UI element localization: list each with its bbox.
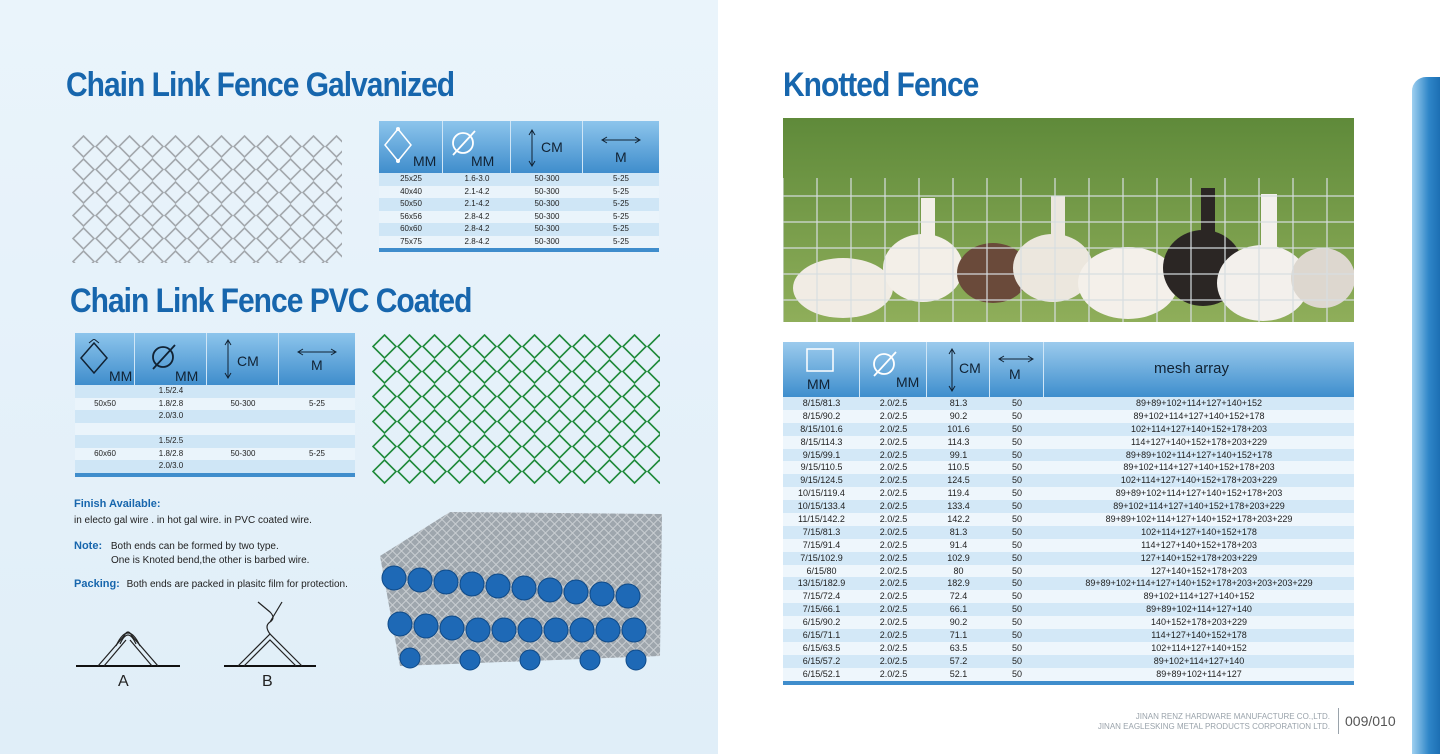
knotted-row-cell: 13/15/182.9 (797, 578, 846, 589)
knotted-row (783, 500, 1354, 513)
knotted-row-cell: 2.0/2.5 (879, 655, 908, 666)
knotted-table-footer-bar (783, 681, 1354, 685)
diameter-header-cell (443, 121, 511, 173)
galvanized-table-body (379, 173, 659, 248)
knotted-row-cell: 2.0/2.5 (879, 617, 908, 628)
pvc-row-cell: 1.5/2.5 (158, 436, 184, 445)
knotted-row-cell: 11/15/142.2 (798, 514, 845, 525)
knotted-row-cell: 50 (1011, 630, 1022, 641)
knotted-row-cell: 6/15/63.5 (802, 642, 841, 653)
pvc-row-cell (75, 423, 135, 436)
knotted-row-cell: 89+102+114+127+140 (1153, 655, 1245, 666)
note-section (74, 540, 309, 566)
knotted-row-cell: 89+89+102+114+127+140 (1146, 604, 1252, 615)
galvanized-row-cell: 50-300 (534, 236, 560, 246)
pvc-height-header-cell (207, 333, 279, 385)
pvc-mesh-header-label: MM (109, 368, 133, 384)
galvanized-row-cell: 25x25 (400, 174, 422, 183)
knotted-row-cell: 80 (953, 565, 964, 576)
pvc-row-cell: 1.8/2.8 (158, 448, 184, 458)
knotted-row-cell: 2.0/2.5 (879, 423, 908, 434)
knotted-row-cell: 90.2 (949, 410, 968, 421)
knotted-height-header-label: CM (959, 360, 981, 376)
pvc-row-cell (75, 435, 135, 448)
knotted-row-cell: 102+114+127+140+152 (1151, 642, 1247, 653)
pvc-row-cell (75, 385, 135, 398)
pvc-row-cell: 60x60 (94, 448, 116, 458)
knotted-row-cell: 2.0/2.5 (879, 410, 908, 421)
knotted-row-cell: 102+114+127+140+152+178+203+229 (1120, 475, 1278, 486)
knotted-row-cell: 127+140+152+178+203 (1150, 565, 1248, 576)
knotted-row-cell: 8/15/90.2 (802, 410, 841, 421)
knotted-row-cell: 8/15/81.3 (802, 398, 841, 408)
galvanized-row (379, 236, 659, 249)
pvc-table-footer-bar (75, 473, 355, 477)
length-arrow-icon (601, 135, 641, 145)
length-header-label: M (615, 149, 627, 165)
pvc-row-cell (75, 410, 135, 423)
knotted-row-cell: 50 (1011, 449, 1022, 460)
knotted-row-cell: 2.0/2.5 (879, 642, 908, 653)
knotted-diameter-header-label: MM (896, 374, 920, 390)
knotted-row-cell: 50 (1011, 552, 1022, 563)
knotted-row-cell: 2.0/2.5 (879, 488, 908, 499)
pvc-diameter-header-label: MM (175, 368, 199, 384)
knotted-row (783, 449, 1354, 462)
knotted-row (783, 577, 1354, 590)
pvc-row-cell (279, 410, 355, 423)
knotted-row (783, 655, 1354, 668)
knotted-spec-table (783, 342, 1354, 685)
knotted-row-cell: 124.5 (947, 475, 970, 486)
knotted-row-cell: 2.0/2.5 (879, 449, 908, 460)
knotted-row-cell: 63.5 (949, 642, 968, 653)
knotted-row-cell: 89+102+114+127+140+152+178+203 (1123, 462, 1275, 473)
knotted-row-cell: 2.0/2.5 (879, 526, 908, 537)
knotted-row-cell: 2.0/2.5 (879, 604, 908, 615)
knotted-row-cell: 72.4 (949, 591, 968, 602)
knotted-row-cell: 91.4 (949, 539, 968, 550)
galvanized-row (379, 186, 659, 199)
knotted-row-cell: 66.1 (949, 604, 968, 615)
knotted-row-cell: 133.4 (947, 501, 970, 512)
pvc-row-cell (135, 423, 207, 436)
knotted-row-cell: 89+102+114+127+140+152 (1143, 591, 1255, 602)
finish-text: in electo gal wire . in hot gal wire. in PVC coated wire. (74, 515, 312, 526)
knotted-row-cell: 7/15/66.1 (802, 604, 841, 615)
knotted-row (783, 668, 1354, 681)
mesh-header-label: MM (413, 153, 437, 169)
packing-label: Packing: (74, 578, 120, 590)
galvanized-row-cell: 2.1-4.2 (464, 186, 490, 196)
knoted-bend-diagram (76, 620, 180, 668)
galvanized-row-cell: 50-300 (534, 224, 560, 233)
barbed-wire-diagram (224, 600, 316, 668)
knotted-row-cell: 6/15/90.2 (802, 617, 841, 628)
knotted-row-cell: 50 (1011, 655, 1022, 666)
knotted-row-cell: 9/15/110.5 (800, 462, 843, 473)
knotted-row-cell: 8/15/101.6 (800, 423, 843, 434)
pvc-row-cell: 5-25 (308, 448, 325, 458)
page-number: 009/010 (1338, 708, 1396, 734)
knotted-row-cell: 114.3 (947, 436, 970, 447)
knotted-row-cell: 50 (1011, 604, 1022, 615)
packing-text: Both ends are packed in plasitc film for protection. (126, 579, 348, 590)
galvanized-row (379, 223, 659, 236)
pvc-row-cell: 50-300 (230, 398, 256, 408)
mesh-array-header-cell (1044, 342, 1354, 397)
knotted-row-cell: 89+102+114+127+140+152+178 (1133, 410, 1265, 421)
galvanized-row (379, 211, 659, 224)
pvc-length-header-cell (279, 333, 355, 385)
diameter-header-label: MM (471, 153, 495, 169)
knotted-row-cell: 50 (1011, 398, 1022, 408)
mesh-array-header-label: mesh array (1154, 360, 1230, 377)
knotted-mesh-header-cell (783, 342, 860, 397)
galvanized-row-cell: 5-25 (612, 199, 629, 208)
galvanized-row-cell: 2.8-4.2 (464, 211, 490, 221)
knotted-row-cell: 50 (1011, 526, 1022, 537)
galvanized-spec-table (379, 121, 659, 252)
note-label: Note: (74, 540, 103, 552)
knotted-row (783, 474, 1354, 487)
finish-label: Finish Available: (74, 498, 161, 510)
knotted-row-cell: 2.0/2.5 (879, 591, 908, 602)
height-arrow-icon (947, 348, 957, 392)
pvc-row-cell (279, 460, 355, 473)
knotted-row-cell: 52.1 (949, 668, 968, 679)
galvanized-row-cell: 40x40 (400, 186, 422, 196)
knotted-row-cell: 9/15/124.5 (800, 475, 843, 486)
pvc-row-cell (207, 460, 279, 473)
page-edge-tab (1412, 77, 1440, 754)
alpaca-field-photo (783, 118, 1354, 322)
galvanized-row-cell: 5-25 (612, 186, 629, 196)
knotted-row-cell: 182.9 (947, 578, 970, 589)
pvc-row (75, 448, 355, 461)
knotted-row-cell: 50 (1011, 514, 1022, 525)
knotted-row-cell: 50 (1011, 488, 1022, 499)
pvc-diameter-header-cell (135, 333, 207, 385)
knotted-row (783, 590, 1354, 603)
knotted-row-cell: 89+89+102+114+127+140+152 (1136, 398, 1262, 408)
knotted-row-cell: 2.0/2.5 (879, 514, 908, 525)
height-arrow-icon (527, 129, 537, 167)
mesh-opening-icon (79, 339, 109, 377)
pvc-row (75, 460, 355, 473)
knotted-length-header-cell (990, 342, 1044, 397)
fence-rolls-photo (370, 506, 666, 678)
knotted-row (783, 487, 1354, 500)
note-text-2: One is Knoted bend,the other is barbed wire. (111, 555, 310, 566)
knotted-row-cell: 2.0/2.5 (879, 578, 908, 589)
footer-company-1: JINAN RENZ HARDWARE MANUFACTURE CO.,LTD. (1135, 712, 1330, 721)
company-footer (1098, 712, 1330, 732)
knotted-row-cell: 89+102+114+127+140+152+178+203+229 (1113, 501, 1285, 512)
knotted-row-cell: 2.0/2.5 (879, 552, 908, 563)
height-header-label: CM (541, 139, 563, 155)
knotted-row-cell: 50 (1011, 617, 1022, 628)
knotted-row-cell: 57.2 (949, 655, 968, 666)
knotted-row-cell: 2.0/2.5 (879, 630, 908, 641)
pvc-row-cell (75, 460, 135, 473)
caption-b: B (262, 673, 273, 690)
pvc-row-cell (207, 385, 279, 398)
pvc-height-header-label: CM (237, 353, 259, 369)
knotted-row-cell: 114+127+140+152+178+203+229 (1131, 436, 1267, 447)
knotted-row (783, 397, 1354, 410)
galvanized-row-cell: 50-300 (534, 174, 560, 183)
knotted-row-cell: 7/15/91.4 (802, 539, 841, 550)
knotted-row-cell: 50 (1011, 423, 1022, 434)
knotted-row-cell: 6/15/57.2 (802, 655, 841, 666)
knotted-row (783, 565, 1354, 578)
height-header-cell (511, 121, 583, 173)
note-text-1: Both ends can be formed by two type. (110, 541, 279, 552)
pvc-title: Chain Link Fence PVC Coated (70, 282, 472, 320)
knotted-row-cell: 2.0/2.5 (879, 501, 908, 512)
knotted-height-header-cell (927, 342, 990, 397)
pvc-row-cell: 5-25 (308, 398, 325, 408)
knotted-row-cell: 142.2 (947, 514, 970, 525)
length-header-cell (583, 121, 659, 173)
pvc-row-cell: 1.5/2.4 (158, 386, 184, 395)
knotted-row-cell: 7/15/72.4 (802, 591, 841, 602)
knotted-row-cell: 10/15/133.4 (797, 501, 846, 512)
pvc-row-cell (279, 435, 355, 448)
knotted-row (783, 526, 1354, 539)
knotted-title: Knotted Fence (783, 66, 979, 104)
knotted-row-cell: 9/15/99.1 (802, 449, 841, 460)
knotted-row-cell: 102.9 (947, 552, 970, 563)
pvc-row (75, 410, 355, 423)
galvanized-row-cell: 56x56 (400, 211, 422, 221)
knotted-row-cell: 89+89+102+114+127+140+152+178 (1125, 449, 1273, 460)
knotted-row-cell: 102+114+127+140+152+178+203 (1131, 423, 1267, 434)
pvc-row-cell (207, 435, 279, 448)
galvanized-table-footer-bar (379, 248, 659, 252)
pvc-table-header (75, 333, 355, 385)
galvanized-table-header (379, 121, 659, 173)
knotted-row-cell: 8/15/114.3 (800, 436, 843, 447)
knotted-row-cell: 90.2 (949, 617, 968, 628)
pvc-row-cell: 2.0/3.0 (158, 411, 184, 420)
footer-company-2: JINAN EAGLESKING METAL PRODUCTS CORPORATION LTD. (1097, 722, 1330, 731)
knotted-row-cell: 89+89+102+114+127+140+152+178+203+203+203+229 (1085, 578, 1313, 589)
pvc-length-header-label: M (311, 357, 323, 373)
galvanized-row-cell: 60x60 (400, 224, 422, 233)
knotted-row-cell: 2.0/2.5 (879, 398, 908, 408)
galvanized-row (379, 173, 659, 186)
galvanized-title: Chain Link Fence Galvanized (66, 66, 455, 104)
knotted-length-header-label: M (1009, 366, 1021, 382)
mesh-opening-icon (383, 127, 413, 163)
knotted-row-cell: 140+152+178+203+229 (1150, 617, 1248, 628)
galvanized-row-cell: 75x75 (400, 236, 422, 246)
knotted-row-cell: 81.3 (949, 398, 968, 408)
knotted-row-cell: 50 (1011, 591, 1022, 602)
knotted-row-cell: 99.1 (949, 449, 968, 460)
knotted-row-cell: 50 (1011, 410, 1022, 421)
galvanized-row-cell: 50-300 (534, 199, 560, 208)
galvanized-row-cell: 1.6-3.0 (464, 174, 490, 183)
pvc-row (75, 423, 355, 436)
length-arrow-icon (297, 347, 337, 357)
galvanized-row-cell: 2.8-4.2 (464, 224, 490, 233)
pvc-row-cell: 50x50 (94, 398, 116, 408)
knotted-row-cell: 50 (1011, 539, 1022, 550)
knotted-row-cell: 2.0/2.5 (879, 668, 908, 679)
knotted-row (783, 539, 1354, 552)
galvanized-row-cell: 50-300 (534, 186, 560, 196)
knotted-row (783, 552, 1354, 565)
pvc-row-cell (207, 410, 279, 423)
knotted-row-cell: 50 (1011, 668, 1022, 679)
knotted-row-cell: 2.0/2.5 (879, 539, 908, 550)
knotted-row-cell: 50 (1011, 565, 1022, 576)
knotted-row-cell: 89+89+102+114+127+140+152+178+203 (1115, 488, 1283, 499)
knotted-table-body (783, 397, 1354, 681)
knotted-row-cell: 7/15/81.3 (802, 526, 841, 537)
knotted-row-cell: 2.0/2.5 (879, 475, 908, 486)
pvc-mesh-image (372, 334, 660, 484)
knotted-row (783, 629, 1354, 642)
knotted-row-cell: 71.1 (949, 630, 968, 641)
pvc-row-cell (279, 423, 355, 436)
pvc-row (75, 398, 355, 411)
pvc-mesh-header-cell (75, 333, 135, 385)
galvanized-row-cell: 2.8-4.2 (464, 236, 490, 246)
pvc-row (75, 385, 355, 398)
galvanized-row-cell: 50x50 (400, 199, 422, 208)
knotted-diameter-header-cell (860, 342, 927, 397)
knotted-row-cell: 2.0/2.5 (879, 462, 908, 473)
pvc-row-cell: 50-300 (230, 448, 256, 458)
length-arrow-icon (998, 354, 1034, 364)
knotted-row-cell: 50 (1011, 642, 1022, 653)
knotted-row-cell: 114+127+140+152+178+203 (1141, 539, 1257, 550)
knotted-row (783, 616, 1354, 629)
knotted-row-cell: 81.3 (949, 526, 968, 537)
galvanized-row-cell: 5-25 (612, 224, 629, 233)
mesh-opening-icon (805, 347, 835, 373)
knotted-row-cell: 114+127+140+152+178 (1151, 630, 1247, 641)
knotted-row (783, 423, 1354, 436)
knotted-row-cell: 50 (1011, 578, 1022, 589)
finish-section (74, 498, 312, 526)
knotted-row-cell: 10/15/119.4 (798, 488, 845, 499)
galvanized-mesh-image (72, 135, 342, 263)
caption-a: A (118, 673, 129, 690)
knotted-row (783, 642, 1354, 655)
knotted-row-cell: 127+140+152+178+203+229 (1140, 552, 1258, 563)
galvanized-row-cell: 5-25 (612, 174, 629, 183)
knotted-row-cell: 2.0/2.5 (879, 565, 908, 576)
knotted-row-cell: 7/15/102.9 (800, 552, 843, 563)
knotted-row (783, 410, 1354, 423)
knotted-row-cell: 6/15/80 (806, 565, 837, 576)
galvanized-row-cell: 50-300 (534, 211, 560, 221)
knotted-row-cell: 89+89+102+114+127 (1156, 668, 1242, 679)
pvc-spec-table (75, 333, 355, 477)
knotted-row-cell: 50 (1011, 436, 1022, 447)
pvc-row-cell: 1.8/2.8 (158, 398, 184, 408)
galvanized-row-cell: 5-25 (612, 211, 629, 221)
knotted-row-cell: 89+89+102+114+127+140+152+178+203+229 (1105, 514, 1293, 525)
pvc-row (75, 435, 355, 448)
knotted-mesh-header-label: MM (807, 376, 831, 392)
height-arrow-icon (223, 339, 233, 379)
knotted-row-cell: 50 (1011, 501, 1022, 512)
galvanized-row-cell: 5-25 (612, 236, 629, 246)
pvc-row-cell (207, 423, 279, 436)
galvanized-row-cell: 2.1-4.2 (464, 199, 490, 208)
mesh-header-cell (379, 121, 443, 173)
knotted-row-cell: 2.0/2.5 (879, 436, 908, 447)
knotted-row-cell: 50 (1011, 462, 1022, 473)
knotted-row (783, 513, 1354, 526)
knotted-row (783, 603, 1354, 616)
knotted-row-cell: 110.5 (947, 462, 970, 473)
knotted-row-cell: 102+114+127+140+152+178 (1141, 526, 1257, 537)
knotted-row-cell: 6/15/52.1 (802, 668, 841, 679)
knotted-table-header (783, 342, 1354, 397)
pvc-row-cell: 2.0/3.0 (158, 461, 184, 470)
knotted-row (783, 436, 1354, 449)
knotted-row (783, 461, 1354, 474)
pvc-table-body (75, 385, 355, 473)
galvanized-row (379, 198, 659, 211)
knotted-row-cell: 50 (1011, 475, 1022, 486)
packing-section (74, 578, 348, 590)
knotted-row-cell: 101.6 (947, 423, 970, 434)
pvc-row-cell (279, 385, 355, 398)
knotted-row-cell: 6/15/71.1 (802, 630, 841, 641)
knotted-row-cell: 119.4 (947, 488, 970, 499)
